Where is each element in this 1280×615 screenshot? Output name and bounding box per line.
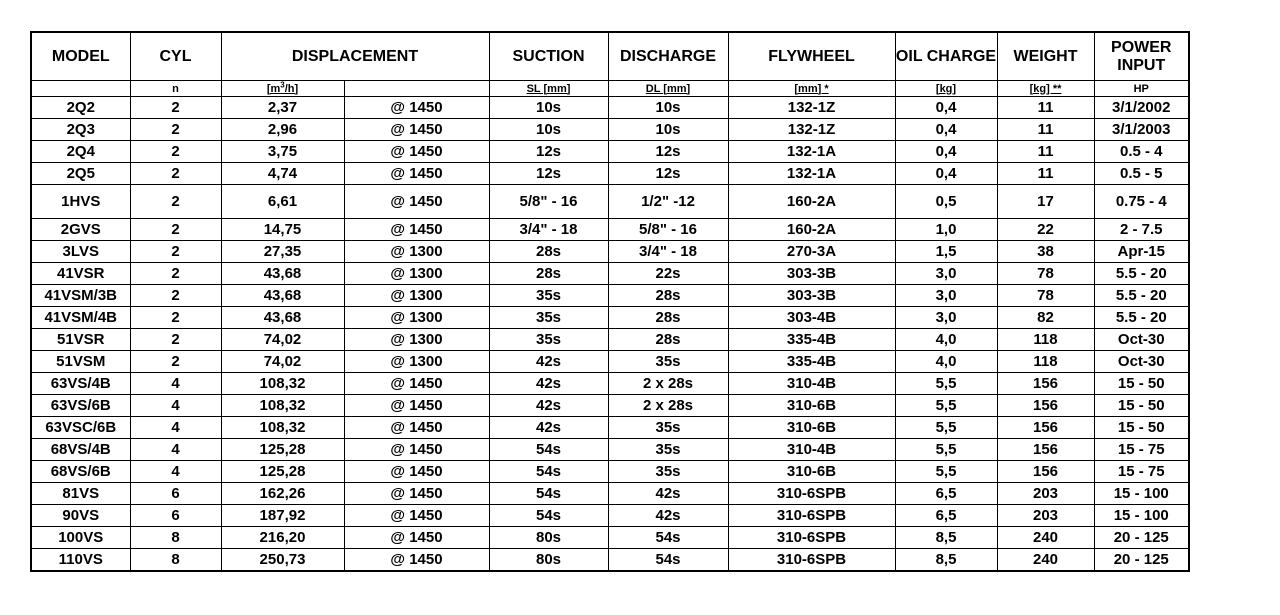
cell-rpm: @ 1450 <box>344 373 489 395</box>
cell-suction: 80s <box>489 549 608 572</box>
cell-oil-charge: 5,5 <box>895 395 997 417</box>
table-row <box>31 219 1189 241</box>
unit-flywheel <box>728 81 895 97</box>
table-row <box>31 527 1189 549</box>
cell-weight: 156 <box>997 439 1094 461</box>
cell-model: 110VS <box>31 549 130 572</box>
cell-oil-charge: 0,4 <box>895 141 997 163</box>
cell-power-input: 15 - 75 <box>1094 439 1189 461</box>
cell-oil-charge: 6,5 <box>895 505 997 527</box>
cell-displacement: 2,96 <box>221 119 344 141</box>
cell-rpm: @ 1450 <box>344 461 489 483</box>
cell-suction: 10s <box>489 119 608 141</box>
cell-displacement: 125,28 <box>221 439 344 461</box>
cell-weight: 38 <box>997 241 1094 263</box>
cell-cyl: 2 <box>130 351 221 373</box>
cell-model: 100VS <box>31 527 130 549</box>
cell-oil-charge: 8,5 <box>895 527 997 549</box>
cell-flywheel: 270-3A <box>728 241 895 263</box>
cell-rpm: @ 1300 <box>344 307 489 329</box>
cell-weight: 118 <box>997 351 1094 373</box>
cell-displacement: 3,75 <box>221 141 344 163</box>
cell-cyl: 2 <box>130 263 221 285</box>
cell-model: 51VSM <box>31 351 130 373</box>
cell-rpm: @ 1300 <box>344 351 489 373</box>
cell-model: 1HVS <box>31 185 130 219</box>
cell-model: 68VS/6B <box>31 461 130 483</box>
cell-power-input: 2 - 7.5 <box>1094 219 1189 241</box>
cell-discharge: 54s <box>608 527 728 549</box>
unit-discharge <box>608 81 728 97</box>
cell-flywheel: 303-3B <box>728 263 895 285</box>
unit-displacement-exponent: 3 <box>280 80 285 89</box>
unit-oil-charge-text: [kg] <box>935 82 957 95</box>
cell-model: 63VS/4B <box>31 373 130 395</box>
cell-cyl: 4 <box>130 461 221 483</box>
cell-cyl: 2 <box>130 241 221 263</box>
cell-weight: 156 <box>997 417 1094 439</box>
unit-oil-charge <box>895 81 997 97</box>
unit-displacement-prefix: [m <box>266 82 281 95</box>
unit-displacement <box>221 81 344 97</box>
compressor-spec-table <box>30 31 1190 572</box>
cell-cyl: 2 <box>130 307 221 329</box>
cell-oil-charge: 6,5 <box>895 483 997 505</box>
cell-discharge: 35s <box>608 461 728 483</box>
cell-oil-charge: 5,5 <box>895 373 997 395</box>
cell-weight: 118 <box>997 329 1094 351</box>
cell-weight: 203 <box>997 483 1094 505</box>
cell-discharge: 10s <box>608 119 728 141</box>
unit-model <box>31 81 130 97</box>
header-displacement: DISPLACEMENT <box>221 32 489 81</box>
cell-discharge: 5/8" - 16 <box>608 219 728 241</box>
spec-table-body <box>31 97 1189 572</box>
table-row <box>31 373 1189 395</box>
cell-cyl: 2 <box>130 329 221 351</box>
cell-flywheel: 310-6SPB <box>728 549 895 572</box>
cell-cyl: 4 <box>130 439 221 461</box>
unit-flywheel-text: [mm] * <box>794 82 829 95</box>
cell-cyl: 4 <box>130 417 221 439</box>
cell-flywheel: 310-4B <box>728 373 895 395</box>
unit-displacement-suffix: /h] <box>284 82 299 95</box>
cell-flywheel: 160-2A <box>728 219 895 241</box>
cell-suction: 5/8" - 16 <box>489 185 608 219</box>
cell-power-input: 5.5 - 20 <box>1094 285 1189 307</box>
cell-oil-charge: 3,0 <box>895 285 997 307</box>
header-flywheel: FLYWHEEL <box>728 32 895 81</box>
cell-power-input: 0.75 - 4 <box>1094 185 1189 219</box>
cell-cyl: 2 <box>130 285 221 307</box>
cell-oil-charge: 5,5 <box>895 417 997 439</box>
cell-flywheel: 335-4B <box>728 329 895 351</box>
cell-oil-charge: 0,5 <box>895 185 997 219</box>
cell-rpm: @ 1300 <box>344 241 489 263</box>
cell-discharge: 1/2" -12 <box>608 185 728 219</box>
cell-oil-charge: 5,5 <box>895 439 997 461</box>
cell-displacement: 14,75 <box>221 219 344 241</box>
cell-power-input: 5.5 - 20 <box>1094 263 1189 285</box>
header-cyl: CYL <box>130 32 221 81</box>
table-row <box>31 483 1189 505</box>
cell-oil-charge: 1,0 <box>895 219 997 241</box>
cell-power-input: 15 - 50 <box>1094 395 1189 417</box>
cell-oil-charge: 4,0 <box>895 351 997 373</box>
cell-discharge: 2 x 28s <box>608 373 728 395</box>
table-row <box>31 241 1189 263</box>
cell-displacement: 43,68 <box>221 307 344 329</box>
cell-rpm: @ 1300 <box>344 329 489 351</box>
cell-displacement: 108,32 <box>221 373 344 395</box>
cell-flywheel: 132-1A <box>728 141 895 163</box>
table-row <box>31 307 1189 329</box>
cell-displacement: 187,92 <box>221 505 344 527</box>
table-row <box>31 185 1189 219</box>
cell-flywheel: 132-1Z <box>728 119 895 141</box>
cell-cyl: 8 <box>130 527 221 549</box>
cell-model: 41VSM/3B <box>31 285 130 307</box>
cell-weight: 240 <box>997 549 1094 572</box>
cell-flywheel: 132-1Z <box>728 97 895 119</box>
cell-rpm: @ 1450 <box>344 395 489 417</box>
cell-suction: 54s <box>489 483 608 505</box>
table-row <box>31 97 1189 119</box>
cell-model: 2Q2 <box>31 97 130 119</box>
table-row <box>31 119 1189 141</box>
cell-discharge: 42s <box>608 483 728 505</box>
cell-model: 81VS <box>31 483 130 505</box>
cell-weight: 22 <box>997 219 1094 241</box>
table-row <box>31 285 1189 307</box>
unit-cyl: n <box>130 81 221 97</box>
unit-weight-text: [kg] ** <box>1029 82 1062 95</box>
cell-suction: 12s <box>489 141 608 163</box>
cell-discharge: 35s <box>608 417 728 439</box>
cell-discharge: 12s <box>608 141 728 163</box>
cell-cyl: 6 <box>130 483 221 505</box>
cell-power-input: 15 - 75 <box>1094 461 1189 483</box>
cell-rpm: @ 1450 <box>344 439 489 461</box>
cell-suction: 42s <box>489 351 608 373</box>
cell-flywheel: 303-4B <box>728 307 895 329</box>
cell-suction: 35s <box>489 307 608 329</box>
cell-discharge: 12s <box>608 163 728 185</box>
cell-oil-charge: 8,5 <box>895 549 997 572</box>
cell-suction: 28s <box>489 263 608 285</box>
cell-power-input: 0.5 - 5 <box>1094 163 1189 185</box>
cell-model: 41VSR <box>31 263 130 285</box>
cell-displacement: 125,28 <box>221 461 344 483</box>
cell-displacement: 2,37 <box>221 97 344 119</box>
cell-power-input: 3/1/2002 <box>1094 97 1189 119</box>
cell-discharge: 54s <box>608 549 728 572</box>
cell-suction: 3/4" - 18 <box>489 219 608 241</box>
cell-cyl: 2 <box>130 163 221 185</box>
cell-power-input: Oct-30 <box>1094 351 1189 373</box>
cell-cyl: 2 <box>130 185 221 219</box>
cell-power-input: 5.5 - 20 <box>1094 307 1189 329</box>
cell-power-input: 15 - 100 <box>1094 505 1189 527</box>
cell-discharge: 35s <box>608 439 728 461</box>
cell-flywheel: 310-6SPB <box>728 483 895 505</box>
cell-rpm: @ 1450 <box>344 97 489 119</box>
cell-rpm: @ 1450 <box>344 119 489 141</box>
cell-oil-charge: 3,0 <box>895 307 997 329</box>
header-oil-charge: OIL CHARGE <box>895 32 997 81</box>
cell-rpm: @ 1450 <box>344 219 489 241</box>
cell-weight: 11 <box>997 97 1094 119</box>
cell-weight: 156 <box>997 373 1094 395</box>
cell-weight: 78 <box>997 285 1094 307</box>
cell-model: 2Q3 <box>31 119 130 141</box>
table-row <box>31 329 1189 351</box>
cell-cyl: 4 <box>130 395 221 417</box>
cell-suction: 80s <box>489 527 608 549</box>
table-row <box>31 141 1189 163</box>
cell-oil-charge: 0,4 <box>895 97 997 119</box>
cell-discharge: 22s <box>608 263 728 285</box>
unit-weight <box>997 81 1094 97</box>
table-row <box>31 549 1189 572</box>
cell-weight: 17 <box>997 185 1094 219</box>
cell-displacement: 108,32 <box>221 417 344 439</box>
unit-discharge-text: DL [mm] <box>645 82 691 95</box>
header-discharge: DISCHARGE <box>608 32 728 81</box>
cell-flywheel: 310-4B <box>728 439 895 461</box>
cell-weight: 240 <box>997 527 1094 549</box>
cell-cyl: 8 <box>130 549 221 572</box>
table-row <box>31 417 1189 439</box>
cell-rpm: @ 1450 <box>344 527 489 549</box>
cell-suction: 35s <box>489 285 608 307</box>
cell-suction: 10s <box>489 97 608 119</box>
cell-displacement: 4,74 <box>221 163 344 185</box>
cell-displacement: 6,61 <box>221 185 344 219</box>
header-power-input <box>1094 32 1189 81</box>
cell-rpm: @ 1450 <box>344 185 489 219</box>
header-row <box>31 32 1189 81</box>
cell-model: 41VSM/4B <box>31 307 130 329</box>
cell-rpm: @ 1450 <box>344 141 489 163</box>
cell-discharge: 3/4" - 18 <box>608 241 728 263</box>
cell-suction: 12s <box>489 163 608 185</box>
cell-suction: 35s <box>489 329 608 351</box>
cell-model: 68VS/4B <box>31 439 130 461</box>
cell-displacement: 108,32 <box>221 395 344 417</box>
cell-oil-charge: 3,0 <box>895 263 997 285</box>
cell-oil-charge: 4,0 <box>895 329 997 351</box>
cell-flywheel: 310-6SPB <box>728 505 895 527</box>
cell-model: 63VSC/6B <box>31 417 130 439</box>
cell-discharge: 42s <box>608 505 728 527</box>
cell-flywheel: 310-6B <box>728 417 895 439</box>
cell-displacement: 216,20 <box>221 527 344 549</box>
cell-rpm: @ 1450 <box>344 163 489 185</box>
cell-oil-charge: 1,5 <box>895 241 997 263</box>
cell-discharge: 2 x 28s <box>608 395 728 417</box>
header-model: MODEL <box>31 32 130 81</box>
unit-suction-text: SL [mm] <box>526 82 571 95</box>
header-power-input-line1: POWER <box>1111 38 1172 56</box>
cell-cyl: 6 <box>130 505 221 527</box>
cell-cyl: 2 <box>130 219 221 241</box>
cell-oil-charge: 0,4 <box>895 163 997 185</box>
cell-flywheel: 303-3B <box>728 285 895 307</box>
table-row <box>31 505 1189 527</box>
cell-power-input: 3/1/2003 <box>1094 119 1189 141</box>
cell-power-input: 15 - 100 <box>1094 483 1189 505</box>
cell-power-input: 20 - 125 <box>1094 527 1189 549</box>
cell-displacement: 27,35 <box>221 241 344 263</box>
cell-displacement: 74,02 <box>221 329 344 351</box>
cell-model: 2Q4 <box>31 141 130 163</box>
cell-weight: 78 <box>997 263 1094 285</box>
cell-suction: 42s <box>489 373 608 395</box>
cell-model: 2GVS <box>31 219 130 241</box>
cell-cyl: 4 <box>130 373 221 395</box>
cell-weight: 82 <box>997 307 1094 329</box>
cell-model: 51VSR <box>31 329 130 351</box>
table-row <box>31 163 1189 185</box>
cell-discharge: 10s <box>608 97 728 119</box>
cell-flywheel: 132-1A <box>728 163 895 185</box>
cell-model: 63VS/6B <box>31 395 130 417</box>
cell-power-input: 0.5 - 4 <box>1094 141 1189 163</box>
cell-power-input: 15 - 50 <box>1094 417 1189 439</box>
table-row <box>31 439 1189 461</box>
cell-rpm: @ 1450 <box>344 505 489 527</box>
cell-suction: 54s <box>489 439 608 461</box>
cell-oil-charge: 5,5 <box>895 461 997 483</box>
cell-power-input: 15 - 50 <box>1094 373 1189 395</box>
cell-power-input: 20 - 125 <box>1094 549 1189 572</box>
cell-weight: 11 <box>997 163 1094 185</box>
cell-suction: 42s <box>489 395 608 417</box>
cell-discharge: 35s <box>608 351 728 373</box>
cell-model: 3LVS <box>31 241 130 263</box>
cell-power-input: Apr-15 <box>1094 241 1189 263</box>
cell-flywheel: 310-6SPB <box>728 527 895 549</box>
cell-weight: 11 <box>997 119 1094 141</box>
table-row <box>31 263 1189 285</box>
cell-flywheel: 310-6B <box>728 461 895 483</box>
units-row <box>31 81 1189 97</box>
spec-table-container <box>30 31 1190 572</box>
header-weight: WEIGHT <box>997 32 1094 81</box>
cell-flywheel: 160-2A <box>728 185 895 219</box>
cell-displacement: 162,26 <box>221 483 344 505</box>
cell-displacement: 250,73 <box>221 549 344 572</box>
cell-weight: 203 <box>997 505 1094 527</box>
cell-discharge: 28s <box>608 285 728 307</box>
table-row <box>31 351 1189 373</box>
table-row <box>31 461 1189 483</box>
table-row <box>31 395 1189 417</box>
cell-displacement: 43,68 <box>221 285 344 307</box>
cell-suction: 54s <box>489 505 608 527</box>
unit-suction <box>489 81 608 97</box>
cell-flywheel: 335-4B <box>728 351 895 373</box>
cell-model: 90VS <box>31 505 130 527</box>
cell-rpm: @ 1450 <box>344 483 489 505</box>
cell-rpm: @ 1300 <box>344 263 489 285</box>
cell-power-input: Oct-30 <box>1094 329 1189 351</box>
cell-cyl: 2 <box>130 119 221 141</box>
cell-displacement: 74,02 <box>221 351 344 373</box>
cell-weight: 11 <box>997 141 1094 163</box>
cell-discharge: 28s <box>608 307 728 329</box>
cell-weight: 156 <box>997 461 1094 483</box>
cell-oil-charge: 0,4 <box>895 119 997 141</box>
cell-flywheel: 310-6B <box>728 395 895 417</box>
unit-rpm <box>344 81 489 97</box>
cell-suction: 28s <box>489 241 608 263</box>
cell-discharge: 28s <box>608 329 728 351</box>
cell-weight: 156 <box>997 395 1094 417</box>
cell-rpm: @ 1300 <box>344 285 489 307</box>
unit-power-input: HP <box>1094 81 1189 97</box>
header-suction: SUCTION <box>489 32 608 81</box>
cell-suction: 42s <box>489 417 608 439</box>
cell-rpm: @ 1450 <box>344 417 489 439</box>
cell-cyl: 2 <box>130 97 221 119</box>
cell-model: 2Q5 <box>31 163 130 185</box>
cell-cyl: 2 <box>130 141 221 163</box>
cell-suction: 54s <box>489 461 608 483</box>
cell-displacement: 43,68 <box>221 263 344 285</box>
header-power-input-line2: INPUT <box>1117 56 1166 74</box>
cell-rpm: @ 1450 <box>344 549 489 572</box>
